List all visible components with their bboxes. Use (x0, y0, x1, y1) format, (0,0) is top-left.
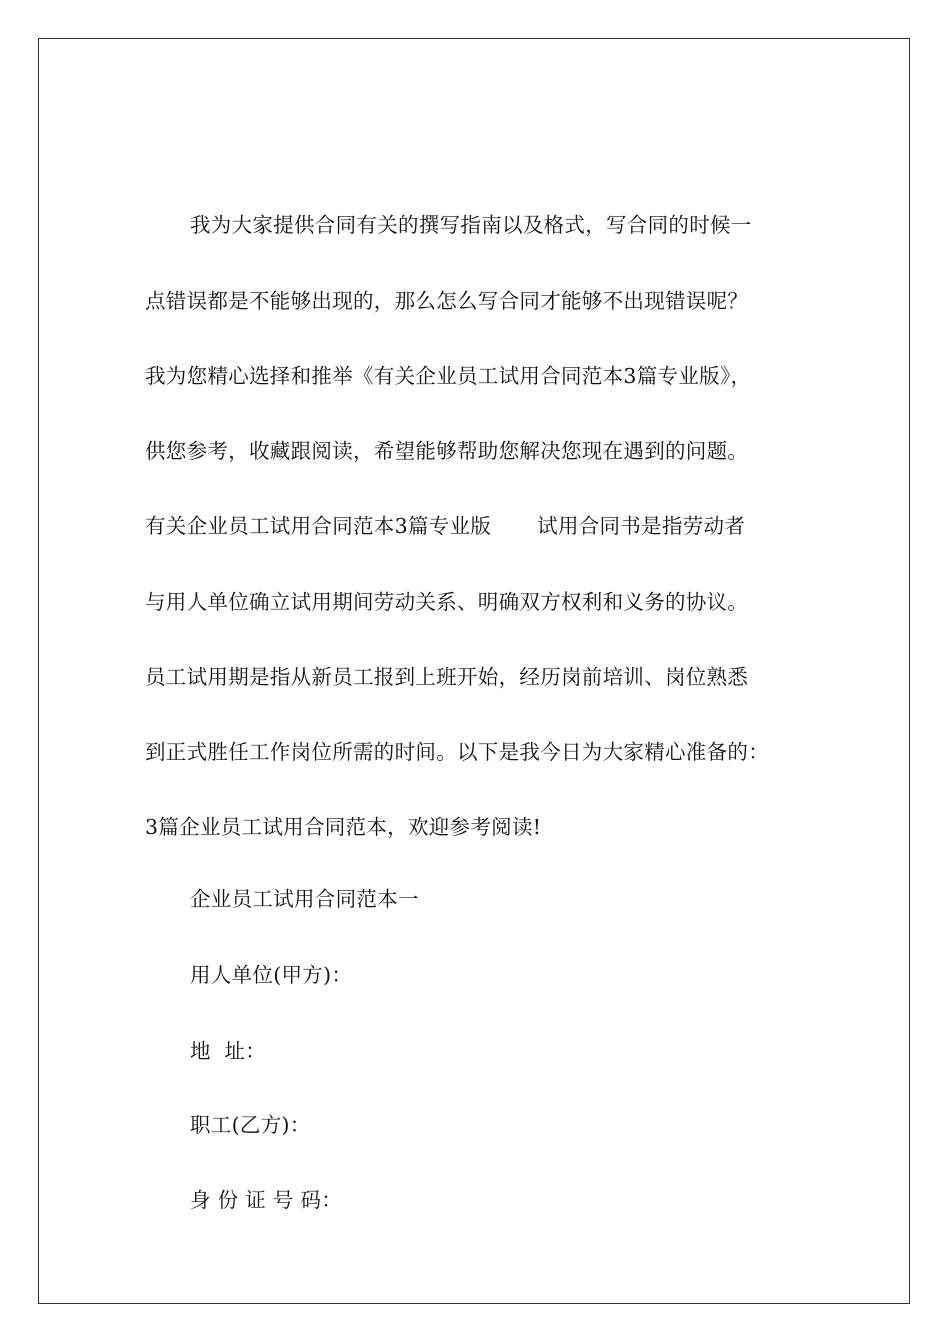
field-id-number: 身 份 证 号 码： (190, 1188, 343, 1212)
title-follow-text: 试用合同书是指劳动者 (537, 514, 746, 538)
intro-line-2: 点错误都是不能够出现的，那么怎么写合同才能够不出现错误呢？ (145, 289, 749, 313)
intro-line-3: 我为您精心选择和推举《有关企业员工试用合同范本3篇专业版》， (145, 364, 752, 388)
section-heading: 企业员工试用合同范本一 (190, 887, 419, 911)
body-line-2: 员工试用期是指从新员工报到上班开始，经历岗前培训、岗位熟悉 (145, 665, 749, 689)
body-line-3: 到正式胜任工作岗位所需的时间。以下是我今日为大家精心准备的： (145, 740, 769, 764)
field-address: 地 址： (190, 1039, 267, 1063)
title-line (145, 513, 745, 539)
field-employee: 职工(乙方)： (190, 1113, 311, 1137)
body-line-4: 3篇企业员工试用合同范本，欢迎参考阅读! (145, 815, 542, 839)
document-title: 有关企业员工试用合同范本3篇专业版 (145, 514, 492, 538)
intro-line-1: 我为大家提供合同有关的撰写指南以及格式，写合同的时候一 (190, 213, 752, 237)
field-employer: 用人单位(甲方)： (190, 963, 353, 987)
body-line-1: 与用人单位确立试用期间劳动关系、明确双方权利和义务的协议。 (145, 590, 749, 614)
intro-line-4: 供您参考，收藏跟阅读，希望能够帮助您解决您现在遇到的问题。 (145, 439, 749, 463)
